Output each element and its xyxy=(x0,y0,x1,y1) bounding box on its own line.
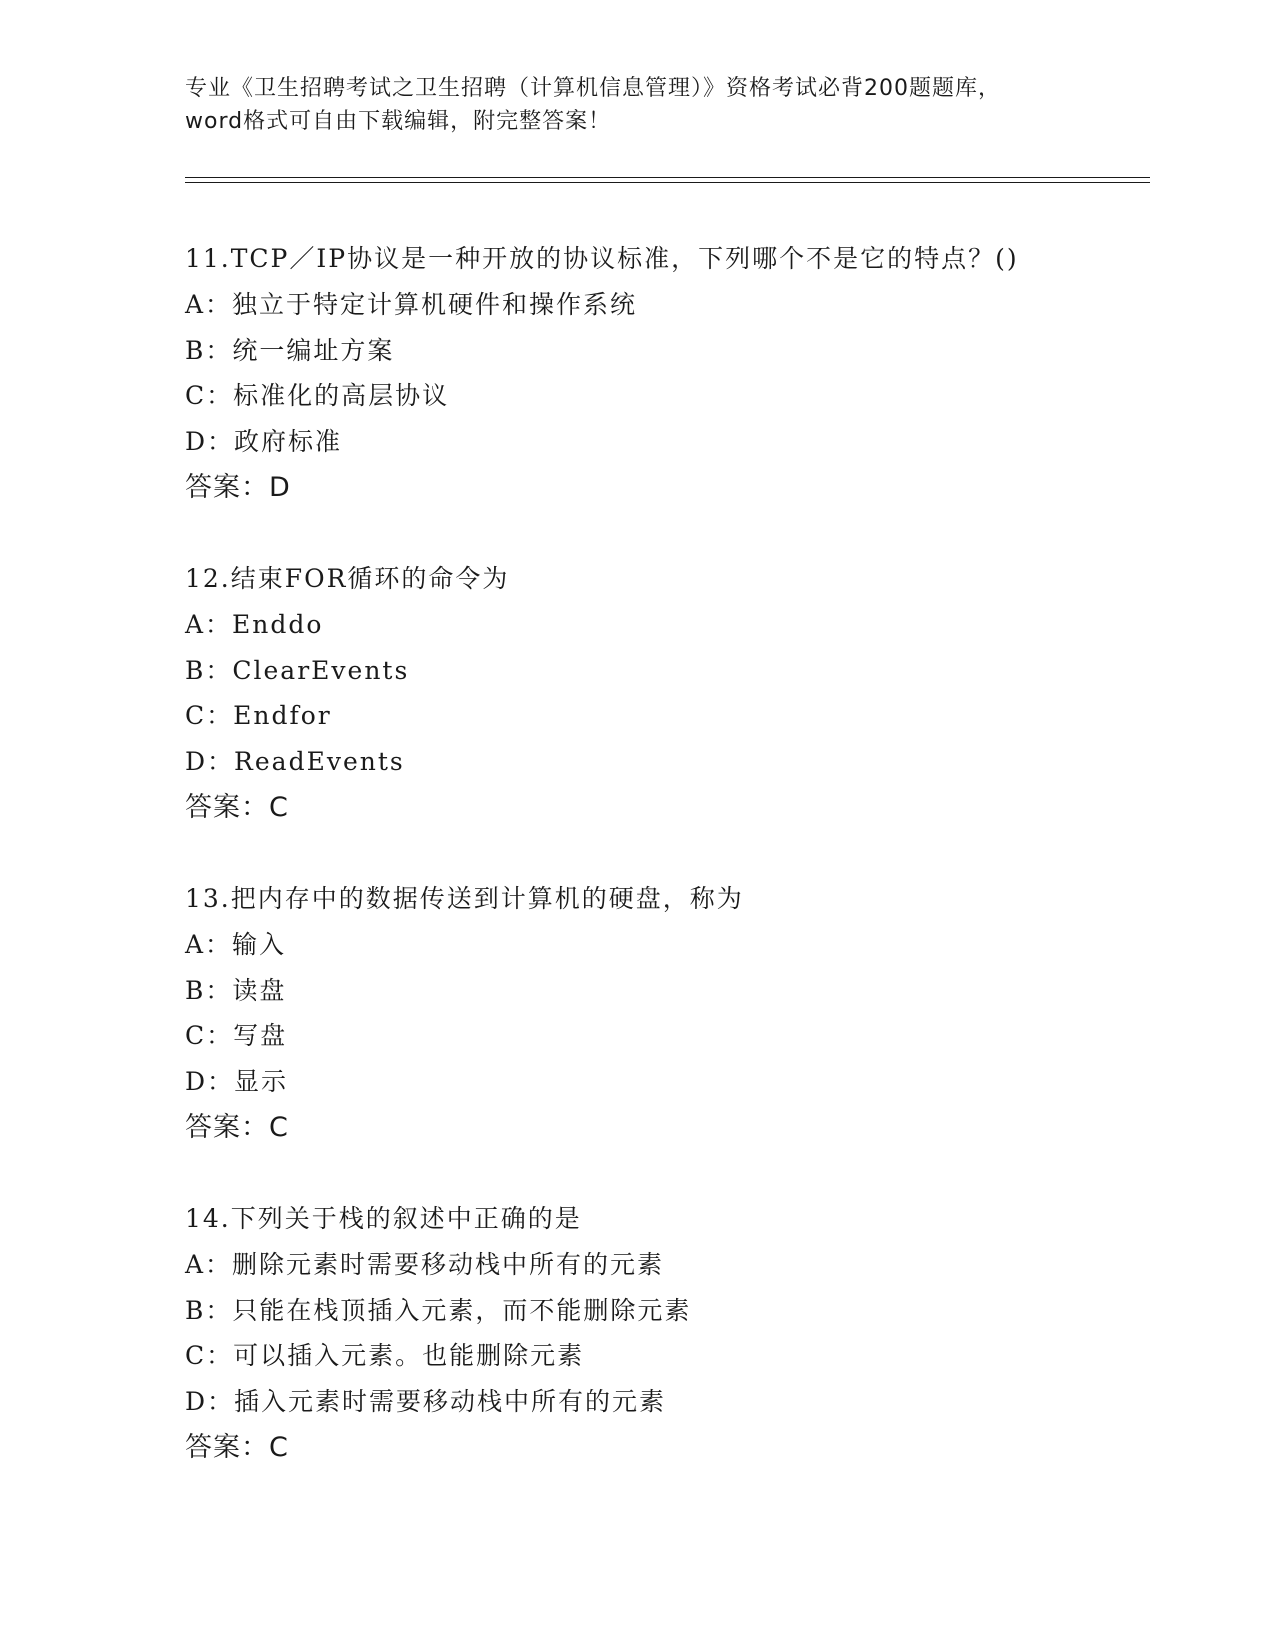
option-b: B：读盘 xyxy=(185,975,287,1005)
option-b: B：统一编址方案 xyxy=(185,335,395,365)
question-14 xyxy=(185,1196,1165,1471)
option-a: A：Enddo xyxy=(185,609,324,639)
header-line-2: word格式可自由下载编辑，附完整答案！ xyxy=(185,109,612,134)
option-d: D：插入元素时需要移动栈中所有的元素 xyxy=(185,1387,667,1417)
question-stem: 14.下列关于栈的叙述中正确的是 xyxy=(185,1204,582,1233)
answer: 答案：D xyxy=(185,471,291,503)
option-a: A：独立于特定计算机硬件和操作系统 xyxy=(185,289,638,319)
option-b: B：只能在栈顶插入元素，而不能删除元素 xyxy=(185,1295,692,1325)
answer: 答案：C xyxy=(185,1111,289,1143)
question-stem: 11.TCP／IP协议是一种开放的协议标准，下列哪个不是它的特点？() xyxy=(185,244,1019,273)
option-d: D：显示 xyxy=(185,1067,289,1097)
question-stem: 12.结束FOR循环的命令为 xyxy=(185,564,510,593)
answer: 答案：C xyxy=(185,1431,289,1463)
question-11 xyxy=(185,236,1165,511)
header-rule-top xyxy=(185,177,1150,178)
option-d: D：政府标准 xyxy=(185,427,343,457)
answer: 答案：C xyxy=(185,791,289,823)
option-a: A：输入 xyxy=(185,929,287,959)
option-c: C：标准化的高层协议 xyxy=(185,381,450,411)
option-b: B：ClearEvents xyxy=(185,655,410,685)
document-header xyxy=(185,72,1085,138)
header-rule-bottom xyxy=(185,182,1150,183)
option-c: C：写盘 xyxy=(185,1021,288,1051)
option-c: C：Endfor xyxy=(185,701,332,731)
option-d: D：ReadEvents xyxy=(185,747,405,777)
option-a: A：删除元素时需要移动栈中所有的元素 xyxy=(185,1249,665,1279)
header-line-1: 专业《卫生招聘考试之卫生招聘（计算机信息管理）》资格考试必背200题题库， xyxy=(185,76,1001,101)
question-stem: 13.把内存中的数据传送到计算机的硬盘，称为 xyxy=(185,884,744,913)
question-12 xyxy=(185,556,1165,831)
option-c: C：可以插入元素。也能删除元素 xyxy=(185,1341,585,1371)
question-13 xyxy=(185,876,1165,1151)
